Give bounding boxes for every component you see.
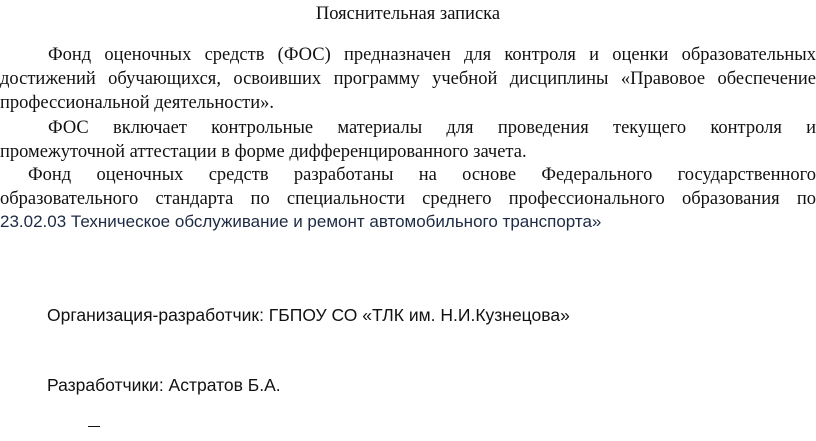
paragraph3-line3: 23.02.03 Техническое обслуживание и ремонт автомобильного транспорта» (0, 212, 602, 231)
organization-line: Организация-разработчик: ГБПОУ СО «ТЛК им. Н.И.Кузнецова» (47, 305, 570, 325)
paragraph2-line2: промежуточной аттестации в форме дифференцированного зачета. (0, 142, 527, 162)
paragraph2-line1: ФОС включает контрольные материалы для проведения текущего контроля и (48, 118, 816, 138)
trailing-dash (88, 426, 100, 427)
developers-line: Разработчики: Астратов Б.А. (47, 375, 281, 395)
paragraph3-line2: образовательного стандарта по специальности среднего профессионального образования по (0, 189, 816, 209)
paragraph3-line1: Фонд оценочных средств разработаны на основе Федерального государственного (28, 165, 816, 185)
paragraph1-line3: профессиональной деятельности». (0, 93, 275, 113)
document-title: Пояснительная записка (315, 4, 501, 24)
paragraph1-line2: достижений обучающихся, освоивших программу учебной дисциплины «Правовое обеспечение (0, 69, 816, 89)
paragraph1-line1: Фонд оценочных средств (ФОС) предназначен для контроля и оценки образовательных (48, 45, 816, 65)
